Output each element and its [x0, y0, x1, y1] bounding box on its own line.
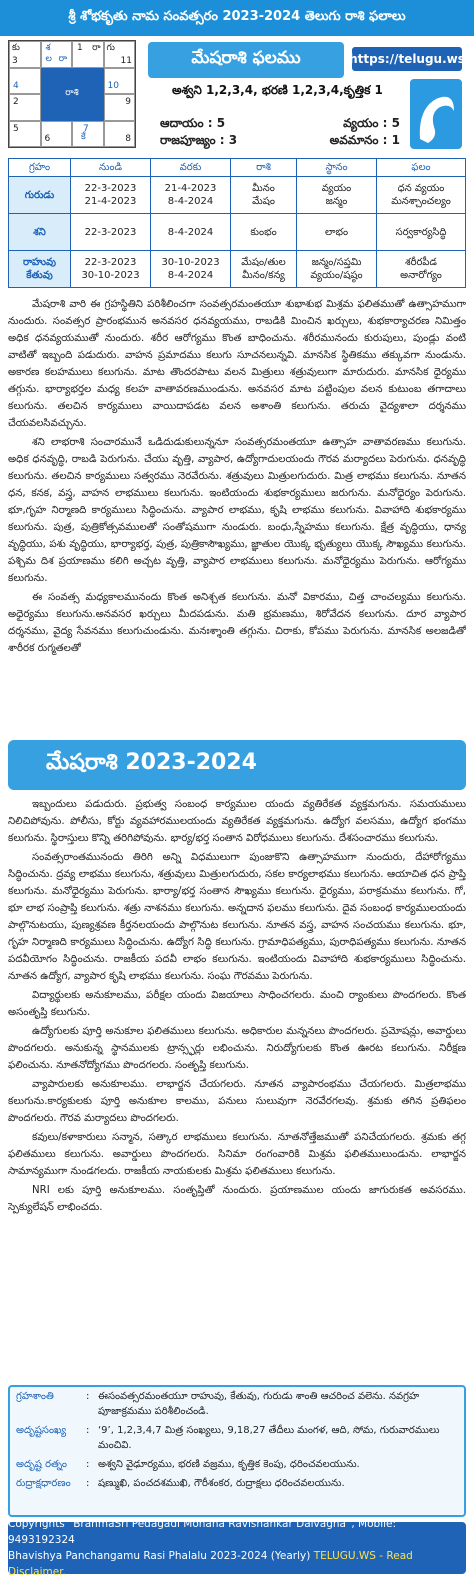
paragraph: విద్యార్థులకు అనుకూలము, పరీక్షల యందు విజయాలు సాధించగలరు. మంచి ర్యాంకులు పొందగలరు. కొంత అసంతృప్తి కలుగును. [8, 990, 466, 1018]
chart-cell-9: 9 [104, 94, 136, 121]
remedy-value: అశ్వని వైఢూర్యము, భరణి వజ్రము, కృత్తిక కెంపు, ధరించవలయును. [98, 1459, 360, 1470]
top-banner: శ్రీ శోభకృతు నామ సంవత్సరం 2023-2024 తెలుగు రాశి ఫలాలు [0, 0, 474, 36]
rashi-cell: మేషం/తుల మీనం/కన్య [231, 251, 297, 288]
paragraph: శని లాభరాశి సంచారమునే ఒడిదుడుకులున్ననూ సంవత్సరమంతయూ ఉత్సాహ వాతావరణము కలుగును. అధిక ధనవృద్ధి, రాబడి పెరుగును. చేయు వృత్తి, వ్యాపార, ఉద్యోగాదులయందు గౌరవ మర్యాదలు పెరుగును. ధనవృద్ధి కలుగును. తలచిన కార్యములు సత్వరము నెరవేరును. శత్రువులు మిత్రులగుదురు. మిత్ర లాభము కలుగును. నూతన ధన, కనక, వస్త్ర, వాహన లాభములు కలుగును. ఇంటియందు శుభకార్యములు జరుగును. మనోధైర్యం పెరుగును. భూ,గృహ నిర్మాణది కార్యములు సిద్ధించును. వ్యాపార లాభము, కృషి లాభము కలుగును. వివాహాది శుభకార్యము కలుగును. పుత్ర, పుత్రికోత్సవములతో సంతోషముగా నుండురు. బంధు,స్నేహము కలుగును. క్షేత్ర వృద్ధియు, ధాన్య వృద్ధియు, పశు వృద్ధియు, భార్యాభర్త, పుత్ర, పుత్రికాసౌఖ్యము, జ్ఞాతుల యొక్క భృత్యులు యొక్క సౌఖ్యము కలుగును. పశ్చిమ దిశ ప్రయాణము కలిగి అచ్చట వృత్తి, వ్యాపార లాభములు కలుగును. మనోధైర్యము పెరుగును. ఆరోగ్యము కలుగును. [8, 437, 466, 584]
to-cell: 30-10-2023 8-4-2024 [151, 251, 231, 288]
footer-line-2 [8, 1548, 466, 1579]
phalam-cell: శరీరపీడ అనారోగ్యం [377, 251, 466, 288]
col-header: వరకు [151, 159, 231, 177]
remedy-row: అదృష్టసంఖ్య : ‘9’, 1,2,3,4,7 మిత్ర సంఖ్యలు, 9,18,27 తేదీలు మంగళ, ఆది, సోమ, గురువారములు మంచివి. [10, 1421, 464, 1455]
paragraph: ఇబ్బందులు పడుదురు. ప్రభుత్వ సంబంధ కార్యముల యందు వ్యతిరేకత వ్యక్తమగును. సమయములు నిలిచిపోవును. పోలీసు, కోర్టు వ్యవహారములయందు వ్యతిరేకత వ్యక్తమగును. ఉద్యోగ వలసము, ఉద్యోగ భంగము కలుగును. స్థిరాస్తులు కొన్ని తరిగిపోవును. భార్య/భర్త సంతాన విరోధములు కలుగును. దేశసంచారము కలుగును. [8, 799, 466, 844]
paragraph: మేషరాశి వారి ఈ గ్రహస్థితిని పరిశీలించగా సంవత్సరమంతయూ శుభాశుభ మిశ్రమ ఫలితముతో ఉత్సాహముగా నుందురు. సంవత్సర ప్రారంభమున అనవసర ధనవ్యయము, రాబడికి మించిన ఖర్చులు, శుభకార్యాచరణ నిమిత్తం అధిక ధనవ్యయముతో నుందురు. శరీర ఆరోగ్యము కొంత బాధించును. శరీరమునందు కురుపులు, పుండ్లు వంటి వాటితో ఇబ్బంది పడుదురు. వాహన ప్రమాదము కలుగు సూచనలున్నవి. మానసిక స్థితికము తక్కువగా నుండును. అకారణ కలహములు కలుగును. మాట తొందరపాటు వలన మిత్రులు శత్రువులుగా మారుదురు. మానసిక ధైర్యము తగ్గును. భార్యాభర్తల మధ్య కలహ వాతావరణముండును. అనవసర మాట పట్టింపుల వలన కుటుంబ తగాదాలు కలుగును. తలచిన కార్యములు వాయిదాపడట వలన అశాంతి కలుగును. తరుచు వైద్యశాలా దర్శనము చేయవలసివచ్చును. [8, 299, 466, 429]
phalam-cell: ధన వ్యయం మనశ్చాంచల్యం [377, 177, 466, 214]
col-header: రాశి [231, 159, 297, 177]
ram-logo-icon [410, 79, 462, 149]
planet-cell: శని [9, 214, 71, 251]
chart-cell-gu: గు 11 [104, 41, 136, 68]
chart-cell-4: 4 [9, 68, 41, 95]
nakshatra-line: అశ్వని 1,2,3,4, భరణి 1,2,3,4,కృత్తిక 1 [172, 83, 383, 97]
rashi-cell: కుంభం [231, 214, 297, 251]
sthanam-cell: జన్మం/సప్తమి వ్యయం/షష్ఠం [297, 251, 377, 288]
remedy-value: షణ్ముఖి, పంచదశముఖి, గౌరీశంకర, రుద్రాక్షలు ధరించవలయును. [98, 1478, 345, 1489]
chart-cell-2: 2 [9, 94, 41, 121]
aadaayam: ఆదాయం : 5 [160, 116, 226, 130]
phalam-cell: సర్వకార్యసిద్ధి [377, 214, 466, 251]
paragraph: NRI లకు పూర్తి అనుకూలము. సంతృప్తితో నుందురు. ప్రయాణముల యందు జాగురుకత అవసరము. స్పెక్యులేషన్ లాభించదు. [8, 1185, 466, 1213]
income-expense [160, 115, 400, 149]
rashi-cell: మీనం మేషం [231, 177, 297, 214]
col-header: నుండి [71, 159, 151, 177]
from-cell: 22-3-2023 30-10-2023 [71, 251, 151, 288]
site-link[interactable]: https://telugu.ws [352, 47, 462, 71]
table-row [9, 251, 466, 288]
copyright-line: Copyrights “BrahmaSri Pedagadi Mohana Ravishankar Daivagna”, Mobile: 9493192324 [8, 1518, 397, 1546]
col-header: ఫలం [377, 159, 466, 177]
remedy-label: అదృష్టసంఖ్య [16, 1425, 67, 1436]
chart-cell-5: 5 [9, 121, 41, 148]
planet-cell: రాహువు కేతువు [9, 251, 71, 288]
vyayam: వ్యయం : 5 [343, 116, 400, 130]
remedy-row: రుద్రాక్షధారణం : షణ్ముఖి, పంచదశముఖి, గౌరీశంకర, రుద్రాక్షలు ధరించవలయును. [16, 1478, 345, 1489]
table-row [9, 214, 466, 251]
page-title: మేషరాశి ఫలము [148, 42, 344, 78]
prediction-part-2 [8, 796, 466, 1380]
transit-table [8, 158, 466, 288]
paragraph: ఈ సంవత్స మధ్యకాలమునందు కొంత అనిశ్చత కలుగును. మనో వికారము, చిత్త చాంచల్యము కలుగును. అధైర్యము కలుగును.అనవసర ఖర్చులు మీదపడును. మతి భ్రమణము, శిరోవేదన కలుగును. దూర వ్యాపార దర్శనము, వైద్య సేవనము కలుగుచుండును. మనఃశ్శాంతి తగ్గును. చిరాకు, కోపము పెరుగును. మానసిక అలజడితో శారీరక రుగ్మతలతో [8, 592, 466, 654]
section-title: మేషరాశి 2023-2024 [8, 740, 466, 790]
remedy-row: గ్రహశాంతి : ఈసంవత్సరమంతయూ రాహువు, కేతువు, గురుడు శాంతి ఆచరించ వలెను. నవగ్రహ పూజాక్రమము పరిశీలించండి. [10, 1387, 464, 1421]
rajapujyam: రాజపూజ్యం : 3 [160, 133, 238, 147]
paragraph: ఉద్యోగులకు పూర్తి అనుకూల ఫలితములు కలుగును. అధికారుల మన్ననలు పొందగలరు. ప్రమోషన్లు, అవార్డులు పొందగలరు. అనుకున్న స్థానములకు ట్రాన్స్ఫర్లు లభించును. నిరుద్యోగులకు కొంత ఊరట కలుగును. నిరీక్షణ ఫలించును. నూతనోద్యోగము పొందగలరు. సంతృప్తి కలుగును. [8, 1026, 466, 1071]
table-row [9, 177, 466, 214]
from-cell: 22-3-2023 [71, 214, 151, 251]
prediction-part-1 [8, 296, 466, 736]
paragraph: కవులు/కళాకారులు సన్మాన, సత్కార లాభములు కలుగును. నూతనోత్తేజముతో పనిచేయగలరు. శ్రమకు తగ్గ ఫలితములు కలుగును. అవార్డులు పొందగలరు. సినిమా రంగంవారికి మిశ్రమ ఫలితములుండును. లాభార్జన సామాన్యముగా నుండగలదు. రాజకీయ నాయకులకు మిశ్రమ ఫలితములు కలుగును. [8, 1132, 466, 1177]
from-cell: 22-3-2023 21-4-2023 [71, 177, 151, 214]
remedy-label: అదృష్ట రత్నం [16, 1459, 67, 1470]
book-title: Bhavishya Panchangamu Rasi Phalalu 2023-2024 (Yearly) [8, 1550, 314, 1562]
remedy-label: గ్రహశాంతి [16, 1391, 54, 1402]
paragraph: సంవత్సరాంతమునందు తిరిగి అన్ని విధములుగా పుంజుకొని ఉత్సాహముగా నుందురు, దేహారోగ్యము సిద్ధించును. ద్రవ్య లాభము కలుగును, శత్రువులు మిత్రులగుదురు, సకల కార్యలాభము కలుగును. ఆయాచిత ధన ప్రాప్తి కలుగును. మనోధైర్యము పెరుగును. భార్యా/భర్త సంతాన సౌఖ్యము కలుగును. ధైర్యము, పరాక్రమము కలుగును. గో, భూ లాభ సంప్రాప్తి కలుగును. శత్రు నాశనము కలుగును. అన్నదాన ఫలము కలుగును. దైవ సంబంధ కార్యములయందు పాల్గొనుటయు, పుణ్యశ్రవణ కీర్తనలయందు పాల్గొనుట కలుగును. నూతన వస్త్ర, వాహన సంచయము కలుగును. భూ, గృహ నిర్మాణది కార్యములు సిద్ధించును. ఉద్యోగ సిద్ధి కలుగును. గ్రామాధిపత్యము, పురాధిపత్యము కలుగును. నూతన పదవీయోగం సిద్ధించును. రాజకీయ పదవీ లాభం కలుగును. ఇంటియందు వివాహాది శుభకార్యములు సిద్ధించును. నూతన ఉద్యోగ, వ్యాపార కృషి లాభము కలుగును. సంఘ గౌరవము పెరుగును. [8, 852, 466, 982]
col-header: స్థానం [297, 159, 377, 177]
col-header: గ్రహం [9, 159, 71, 177]
remedy-label: రుద్రాక్షధారణం [16, 1478, 71, 1489]
remedy-value: ‘9’, 1,2,3,4,7 మిత్ర సంఖ్యలు, 9,18,27 తేదీలు మంగళ, ఆది, సోమ, గురువారములు మంచివి. [98, 1425, 440, 1451]
planet-cell: గురుడు [9, 177, 71, 214]
paragraph: వ్యాపారులకు అనుకూలము. లాభార్జన చేయగలరు. నూతన వ్యాపారంభము చేయగలరు. మిత్రలాభము కలుగును.కార్యకులకు పూర్తి అనుకూల కాలము, పనులు సులువుగా నెరవేరగలవు. శ్రమకు తగిన ప్రతిఫలం పొందగలరు. గౌరవ మర్యాదలు పొందగలరు. [8, 1079, 466, 1124]
remedies-box [8, 1385, 466, 1517]
chart-center: రాశి [41, 68, 104, 121]
chart-cell-ra: 1 రా [72, 41, 104, 68]
rashi-chart [8, 40, 136, 148]
remedy-row: అదృష్ట రత్నం : అశ్వని వైఢూర్యము, భరణి వజ్రము, కృత్తిక కెంపు, ధరించవలయును. [16, 1459, 360, 1470]
chart-cell-6: 6 [41, 121, 73, 148]
to-cell: 21-4-2023 8-4-2024 [151, 177, 231, 214]
disclaimer-link[interactable]: TELUGU.WS - Read Disclaimer. [8, 1550, 413, 1578]
sthanam-cell: వ్యయం జన్మం [297, 177, 377, 214]
chart-cell-8: 8 [104, 121, 136, 148]
chart-cell-7: 7 కే [72, 121, 104, 148]
footer [8, 1518, 466, 1578]
chart-cell-ku: కు 3 [9, 41, 41, 68]
chart-cell-10: 10 [104, 68, 136, 95]
avamanam: అవమానం : 1 [329, 133, 400, 147]
sthanam-cell: లాభం [297, 214, 377, 251]
remedy-value: ఈసంవత్సరమంతయూ రాహువు, కేతువు, గురుడు శాంతి ఆచరించ వలెను. నవగ్రహ పూజాక్రమము పరిశీలించండి. [98, 1391, 420, 1417]
chart-cell-shu: శ ల రా [41, 41, 73, 68]
to-cell: 8-4-2024 [151, 214, 231, 251]
header-section [0, 37, 474, 155]
